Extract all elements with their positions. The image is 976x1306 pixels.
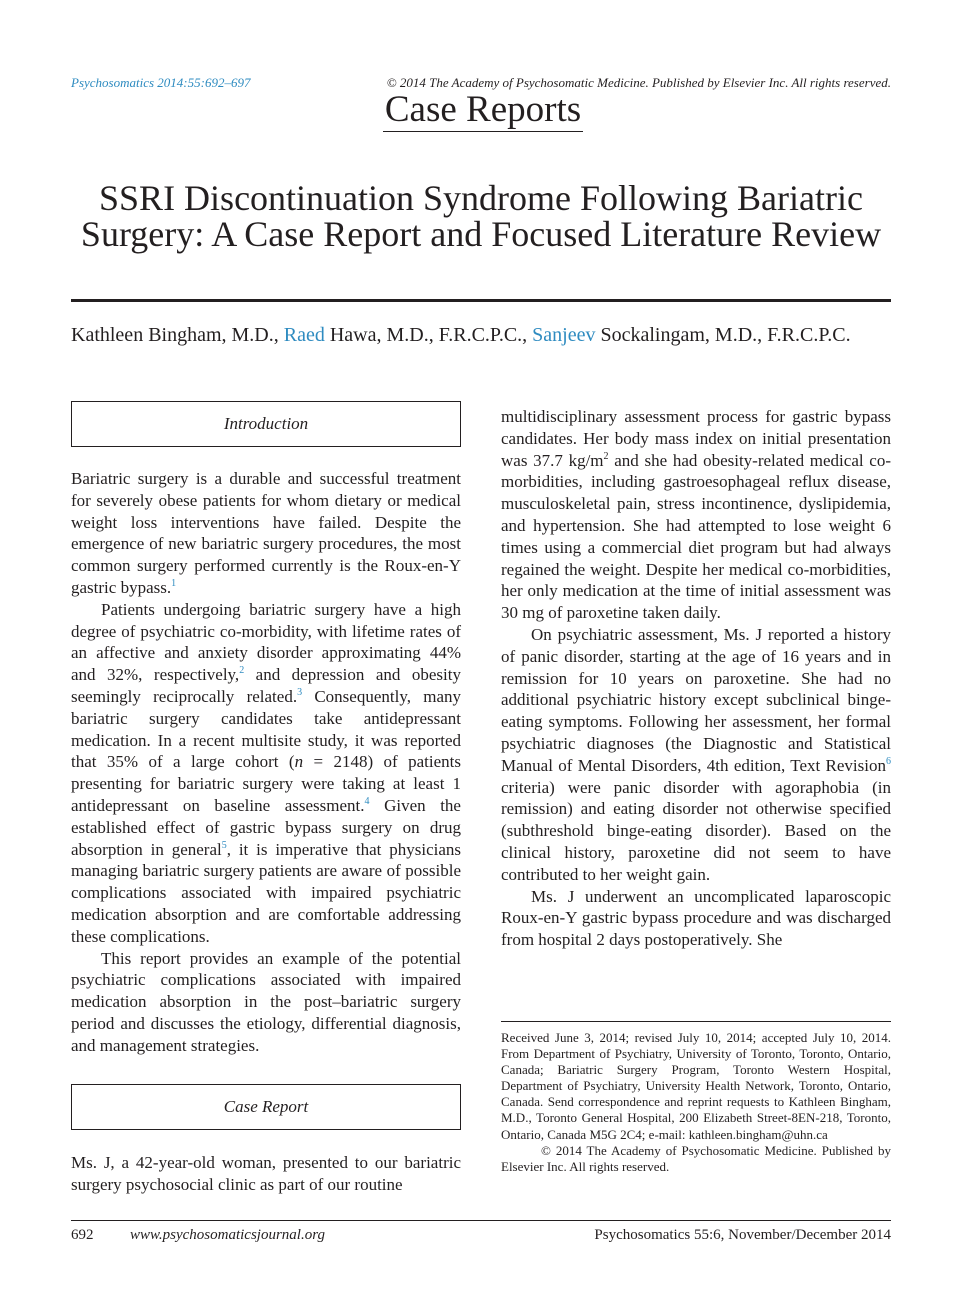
author-hawa: Hawa, M.D., F.R.C.P.C., — [324, 324, 533, 346]
intro-p2-text-2: and depression and obesity seemingly reciprocally related. — [71, 665, 461, 706]
intro-p2-text-6: , it is imperative that physicians managing bariatric surgery patients are aware of possible complications associated with impaired psychiatric medication absorption and are comfortable addressing these complications. — [71, 839, 461, 946]
citation-3[interactable]: 3 — [297, 686, 303, 698]
page-number: 692 — [71, 1227, 94, 1243]
case-paragraph-1-start: Ms. J, a 42-year-old woman, presented to our bariatric surgery psychosocial clinic as part of our routine — [71, 1153, 461, 1194]
footnote-text: Received June 3, 2014; revised July 10, 2014; accepted July 10, 2014. From Department of Psychiatry, University of Toronto, Toronto, Ontario, Canada; Bariatric Surgery Program, Toronto Western Hospital, Department of Psychiatry, University Health Network, Toronto, Ontario, Canada. Send correspondence and reprint requests to Kathleen Bingham, M.D., Toronto General Hospital, 200 Elizabeth Street-8EN-218, Toronto, Ontario, Canada M5G 2C4; e-mail: kathleen.bingham@uhn.ca — [501, 1030, 891, 1142]
citation-4[interactable]: 4 — [364, 795, 370, 807]
footnote-copyright: © 2014 The Academy of Psychosomatic Medicine. Published by Elsevier Inc. All rights reserved. — [501, 1142, 891, 1174]
intro-paragraph-1 — [71, 468, 461, 599]
case-p2-text-b: criteria) were panic disorder with agoraphobia (in remission) and eating disorder not otherwise specified (subthreshold binge-eating disorder). Based on the clinical history, paroxetine did not seem to have contributed to her weight gain. — [501, 777, 891, 884]
case-p1-text-a: multidisciplinary assessment process for gastric bypass candidates. Her body mass index on initial presentation was 37.7 kg/m — [501, 407, 891, 470]
intro-paragraph-3: This report provides an example of the potential psychiatric complications associated with impaired medication absorption in the post–bariatric surgery period and discusses the etiology, differential diagnosis, and management strategies. — [71, 948, 461, 1055]
intro-p2-text-1: Patients undergoing bariatric surgery have a high degree of psychiatric co-morbidity, with lifetime rates of an affective and anxiety disorder approximating 44% and 32%, respectively, — [71, 599, 461, 685]
citation-2[interactable]: 2 — [239, 665, 245, 677]
case-p1-text-b: and she had obesity-related medical co-morbidities, including gastroesophageal reflux disease, musculoskeletal pain, stress incontinence, dyslipidemia, and hypertension. She had attempted to lose weight 6 times using a commercial diet program but had always regained the weight. Despite her medical co-morbidities, her only medication at the time of initial assessment was 30 mg of paroxetine taken daily. — [501, 450, 891, 623]
author-sockalingam: Sockalingam, M.D., F.R.C.P.C. — [595, 324, 851, 346]
introduction-heading: Introduction — [71, 401, 461, 447]
author-list — [71, 322, 891, 348]
intro-p2-text-3: Consequently, many bariatric surgery candidates take antidepressant medication. In a recent multisite study, it was reported that 35% of a large cohort ( — [71, 686, 462, 772]
citation-6[interactable]: 6 — [886, 755, 891, 767]
case-report-start — [71, 1152, 461, 1196]
case-paragraph-3: Ms. J underwent an uncomplicated laparoscopic Roux-en-Y gastric bypass procedure and was discharged from hospital 2 days postoperatively. She — [501, 886, 891, 950]
journal-reference[interactable]: Psychosomatics 2014:55:692–697 — [71, 75, 251, 90]
case-report-continued — [501, 406, 891, 951]
author-sockalingam-link[interactable]: Sanjeev — [532, 324, 596, 346]
intro-p1-text: Bariatric surgery is a durable and successful treatment for severely obese patients for whom dietary or medical weight loss interventions have failed. Despite the emergence of new bariatric surgery procedures, the most common surgery performed currently is the Roux-en-Y gastric bypass. — [71, 469, 461, 597]
superscript-2: 2 — [603, 450, 609, 462]
article-title: SSRI Discontinuation Syndrome Following Bariatric Surgery: A Case Report and Focused Literature Review — [80, 178, 882, 254]
author-bingham: Kathleen Bingham, M.D., — [71, 324, 284, 346]
title-divider — [71, 299, 891, 302]
introduction-body — [71, 468, 461, 1057]
case-paragraph-2 — [501, 624, 891, 886]
citation-5[interactable]: 5 — [221, 839, 227, 851]
article-footnote — [501, 1030, 891, 1175]
section-heading-text: Case Reports — [384, 89, 582, 130]
citation-1[interactable]: 1 — [171, 577, 177, 589]
case-report-heading: Case Report — [71, 1084, 461, 1130]
header-copyright: © 2014 The Academy of Psychosomatic Medicine. Published by Elsevier Inc. All rights reserved. — [386, 75, 891, 90]
case-p2-text-a: On psychiatric assessment, Ms. J reported a history of panic disorder, starting at the age of 16 years and in remission for 10 years on paroxetine. She had no additional psychiatric history except subclinical binge-eating symptoms. Following her assessment, her formal psychiatric diagnoses (the Diagnostic and Statistical Manual of Mental Disorders, 4th edition, Text Revision — [501, 624, 891, 775]
journal-website-link[interactable]: www.psychosomaticsjournal.org — [130, 1227, 326, 1243]
intro-p2-n: n — [294, 752, 304, 772]
section-heading — [0, 88, 966, 132]
issue-info: Psychosomatics 55:6, November/December 2014 — [594, 1227, 891, 1243]
case-paragraph-1-cont — [501, 406, 891, 624]
footnote-divider — [501, 1021, 891, 1022]
footer-divider — [71, 1220, 891, 1221]
intro-paragraph-2 — [71, 599, 461, 948]
intro-p2-text-5: Given the established effect of gastric bypass surgery on drug absorption in general — [71, 795, 461, 859]
author-hawa-link[interactable]: Raed — [283, 324, 325, 346]
intro-p2-text-4: = 2148) of patients presenting for bariatric surgery were taking at least 1 antidepressant on baseline assessment. — [71, 752, 461, 815]
